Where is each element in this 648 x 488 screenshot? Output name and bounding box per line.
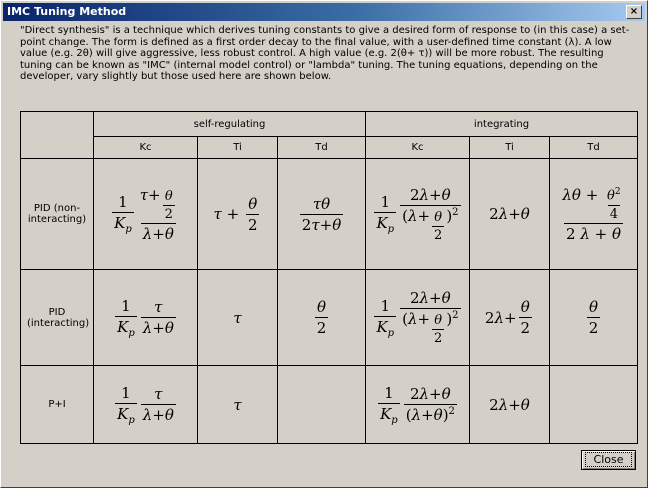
formula-ti-int-pi: 2 λ + θ [470, 366, 550, 444]
group-integrating: integrating [366, 112, 638, 137]
close-window-button[interactable] [626, 5, 642, 19]
col-ti-self: Ti [198, 137, 278, 159]
title-bar [3, 3, 645, 21]
row-label-pid-non: PID (non-interacting) [21, 159, 94, 270]
col-td-int: Td [550, 137, 638, 159]
formula-td-int-pi [550, 366, 638, 444]
formula-kc-self-pid-non: $\frac{1}{K_p}$ τ+ $\frac{\theta}{2}$ λ+θ [94, 159, 198, 270]
col-kc-self: Kc [94, 137, 198, 159]
formula-ti-int-pid-non: 2 λ + θ [470, 159, 550, 270]
formula-kc-int-pi: $\frac{1}{K_p}$ $\frac{2\lambda+\theta}{(\lambda+\theta)^2}$ [366, 366, 470, 444]
window-title: IMC Tuning Method [7, 5, 127, 18]
close-button[interactable] [581, 450, 636, 470]
intro-text: "Direct synthesis" is a technique which derives tuning constants to give a desired form of response to (in this case) a set-point change. The form is defined as a first order decay to the final value, with a user-defined time constant (λ). A low value (e.g. 2θ) will give aggressive, less robust control. A high value (e.g. 2(θ+ τ)) will be more robust. The resulting tuning can be known as "IMC" (internal model control) or "lambda" tuning. The tuning equations, depending on the developer, vary slightly but those used here are shown below. [20, 25, 630, 83]
formula-kc-int-pid-int: $\frac{1}{K_p}$ 2λ+θ (λ+ $\frac{\theta}{2}$ )$^2$ [366, 270, 470, 366]
close-icon: × [629, 6, 639, 17]
close-button-label: Close [585, 452, 633, 467]
formula-ti-self-pid-non: τ + $\frac{\theta}{2}$ [198, 159, 278, 270]
formula-td-self-pid-non: $\frac{\tau\theta}{2\tau+\theta}$ [278, 159, 366, 270]
formula-td-self-pid-int: $\frac{\theta}{2}$ [278, 270, 366, 366]
corner-cell [21, 112, 94, 159]
col-td-self: Td [278, 137, 366, 159]
formula-ti-self-pi: τ [198, 366, 278, 444]
tuning-table [20, 111, 638, 444]
col-kc-int: Kc [366, 137, 470, 159]
formula-kc-int-pid-non: $\frac{1}{K_p}$ 2λ+θ (λ+ $\frac{\theta}{2}$ )$^2$ [366, 159, 470, 270]
formula-td-self-pi [278, 366, 366, 444]
formula-td-int-pid-non: λθ + $\frac{\theta^2}{4}$ 2 λ + θ [550, 159, 638, 270]
formula-ti-self-pid-int: τ [198, 270, 278, 366]
group-self-regulating: self-regulating [94, 112, 366, 137]
row-label-pi: P+I [21, 366, 94, 444]
formula-kc-self-pid-int: $\frac{1}{K_p}$ $\frac{\tau}{\lambda+\theta}$ [94, 270, 198, 366]
formula-td-int-pid-int: $\frac{\theta}{2}$ [550, 270, 638, 366]
col-ti-int: Ti [470, 137, 550, 159]
formula-kc-self-pi: $\frac{1}{K_p}$ $\frac{\tau}{\lambda+\theta}$ [94, 366, 198, 444]
formula-ti-int-pid-int: 2 λ + $\frac{\theta}{2}$ [470, 270, 550, 366]
row-label-pid-int: PID (interacting) [21, 270, 94, 366]
